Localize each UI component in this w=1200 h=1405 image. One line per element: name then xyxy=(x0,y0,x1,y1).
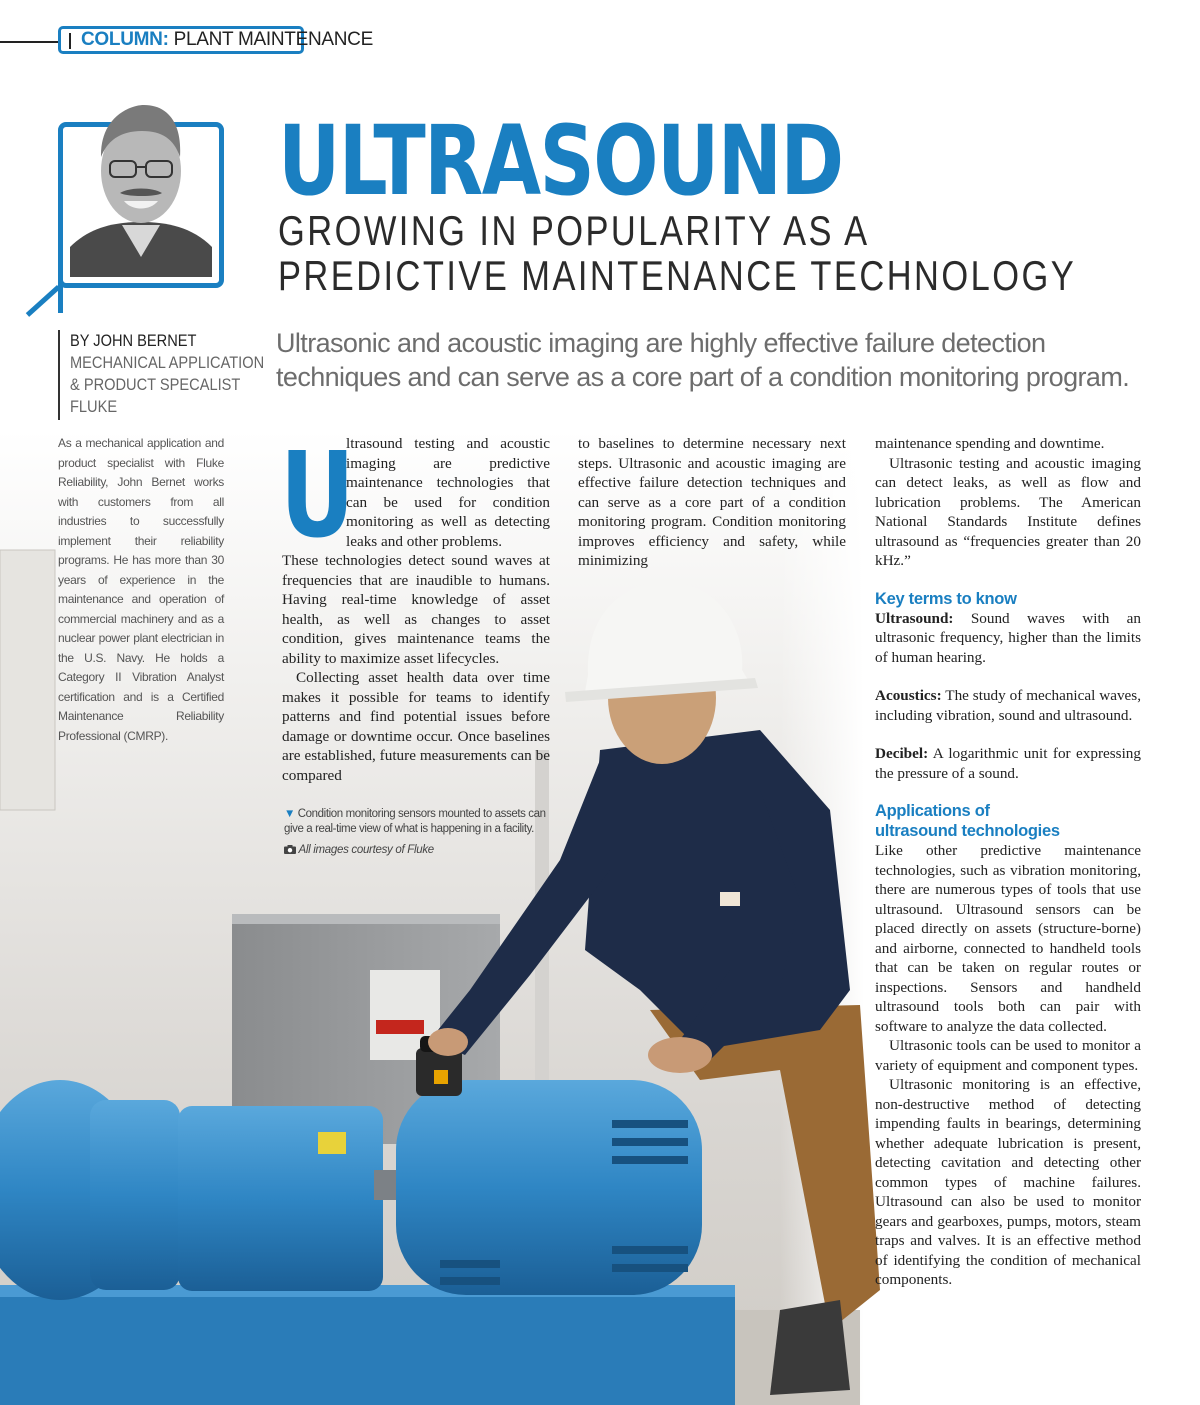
photo-frame-tail xyxy=(58,280,63,313)
intro-paragraph-wrap: ltrasound testing and acoustic imaging are predictive maintenance technologies that can be used for condition monitoring as well as detecting leaks and other problems. xyxy=(346,435,550,550)
term-definition: A logarithmic unit for expressing the pressure of a sound. xyxy=(875,745,1141,782)
camera-icon xyxy=(284,845,296,854)
applications-heading xyxy=(875,801,1141,841)
photo-frame-tail-diagonal xyxy=(26,285,61,317)
subheadline-line-1: GROWING IN POPULARITY AS A xyxy=(278,207,870,254)
author-company: FLUKE xyxy=(70,397,118,416)
column-1-text xyxy=(282,551,550,785)
caption-triangle-icon: ▼ xyxy=(284,808,295,820)
subheadline xyxy=(278,208,1076,298)
subheadline-line-2: PREDICTIVE MAINTENANCE TECHNOLOGY xyxy=(278,252,1077,299)
column-tag xyxy=(58,26,373,54)
term-label: Acoustics: xyxy=(875,687,942,704)
key-terms-heading: Key terms to know xyxy=(875,589,1017,608)
term-definition: Sound waves with an ultrasonic frequency, higher than the limits of human hearing. xyxy=(875,609,1141,666)
column-name: PLANT MAINTENANCE xyxy=(173,29,373,50)
applications-heading-line-1: Applications of xyxy=(875,802,990,820)
paragraph: maintenance spending and downtime. xyxy=(875,435,1105,452)
article-deck: Ultrasonic and acoustic imaging are highly effective failure detection techniques and can serve as a core part of a condition monitoring program. xyxy=(276,328,1130,392)
term-ultrasound xyxy=(875,609,1141,668)
author-name: BY JOHN BERNET xyxy=(70,331,197,350)
applications-heading-line-2: ultrasound technologies xyxy=(875,822,1060,840)
paragraph: Like other predictive maintenance technologies, such as vibration monitoring, there are numerous types of tools that use ultrasound. Ultrasound sensors can be placed directly on assets (structure-borne) and airborne, connected to handheld tools that can be taken on regular routes or inspections. Sensors and handheld ultrasound tools both can pair with software to analyze the data collected. xyxy=(875,842,1141,1035)
drop-cap: U xyxy=(280,426,355,564)
column-rule xyxy=(0,41,62,43)
term-decibel xyxy=(875,744,1141,783)
column-keyword: COLUMN: xyxy=(81,29,169,50)
paragraph: Collecting asset health data over time makes it possible for teams to identify patterns and find potential issues before damage or downtime occur. Once baselines are established, future measurements can be compared xyxy=(282,669,550,784)
byline xyxy=(70,330,264,418)
term-label: Ultrasound: xyxy=(875,609,954,627)
paragraph: Ultrasonic tools can be used to monitor a variety of equipment and component types. xyxy=(875,1037,1141,1074)
paragraph: These technologies detect sound waves at frequencies that are inaudible to humans. Having real-time knowledge of asset health, as well as changes to asset condition, gives maintenance teams the ability to maximize asset lifecycles. xyxy=(282,552,550,667)
byline-rule xyxy=(58,330,60,420)
photo-credit-text: All images courtesy of Fluke xyxy=(298,844,434,856)
column-tick xyxy=(69,33,71,49)
paragraph: Ultrasonic monitoring is an effective, non-destructive method of detecting impending faults in bearings, determining whether adequate lubrication is present, detecting cavitation and detecting other common types of machine failures. Ultrasound can also be used to monitor gears and gearboxes, pumps, motors, steam traps and valves. It is an effective method of identifying the condition of mechanical components. xyxy=(875,1076,1141,1288)
column-2-text xyxy=(578,434,846,571)
headline: ULTRASOUND xyxy=(278,105,843,217)
term-acoustics xyxy=(875,686,1141,725)
photo-credit xyxy=(284,844,434,856)
author-role-line-2: & PRODUCT SPECALIST xyxy=(70,375,241,394)
author-role-line-1: MECHANICAL APPLICATION xyxy=(70,353,265,372)
author-portrait xyxy=(70,97,212,277)
term-definition: The study of mechanical waves, including vibration, sound and ultrasound. xyxy=(875,687,1141,724)
caption-text: Condition monitoring sensors mounted to assets can give a real-time view of what is happening in a facility. xyxy=(284,808,546,835)
paragraph: to baselines to determine necessary next steps. Ultrasonic and acoustic imaging are effective failure detection techniques and can serve as a core part of a condition monitoring program. Condition monitoring improves efficiency and safety, while minimizing xyxy=(578,435,846,569)
author-bio: As a mechanical application and product specialist with Fluke Reliability, John Bernet works with customers from all industries to successfully implement their reliability programs. He has more than 30 years of experience in the maintenance and operation of commercial machinery and as a nuclear power plant electrician in the U.S. Navy. He holds a Category II Vibration Analyst certification and is a Certified Maintenance Reliability Professional (CMRP). xyxy=(58,436,224,743)
photo-caption xyxy=(284,807,554,837)
term-label: Decibel: xyxy=(875,745,929,762)
column-3-text xyxy=(875,434,1141,1290)
paragraph: Ultrasonic testing and acoustic imaging can detect leaks, as well as flow and lubrication problems. The American National Standards Institute defines ultrasound as “frequencies greater than 20 kHz.” xyxy=(875,454,1141,569)
